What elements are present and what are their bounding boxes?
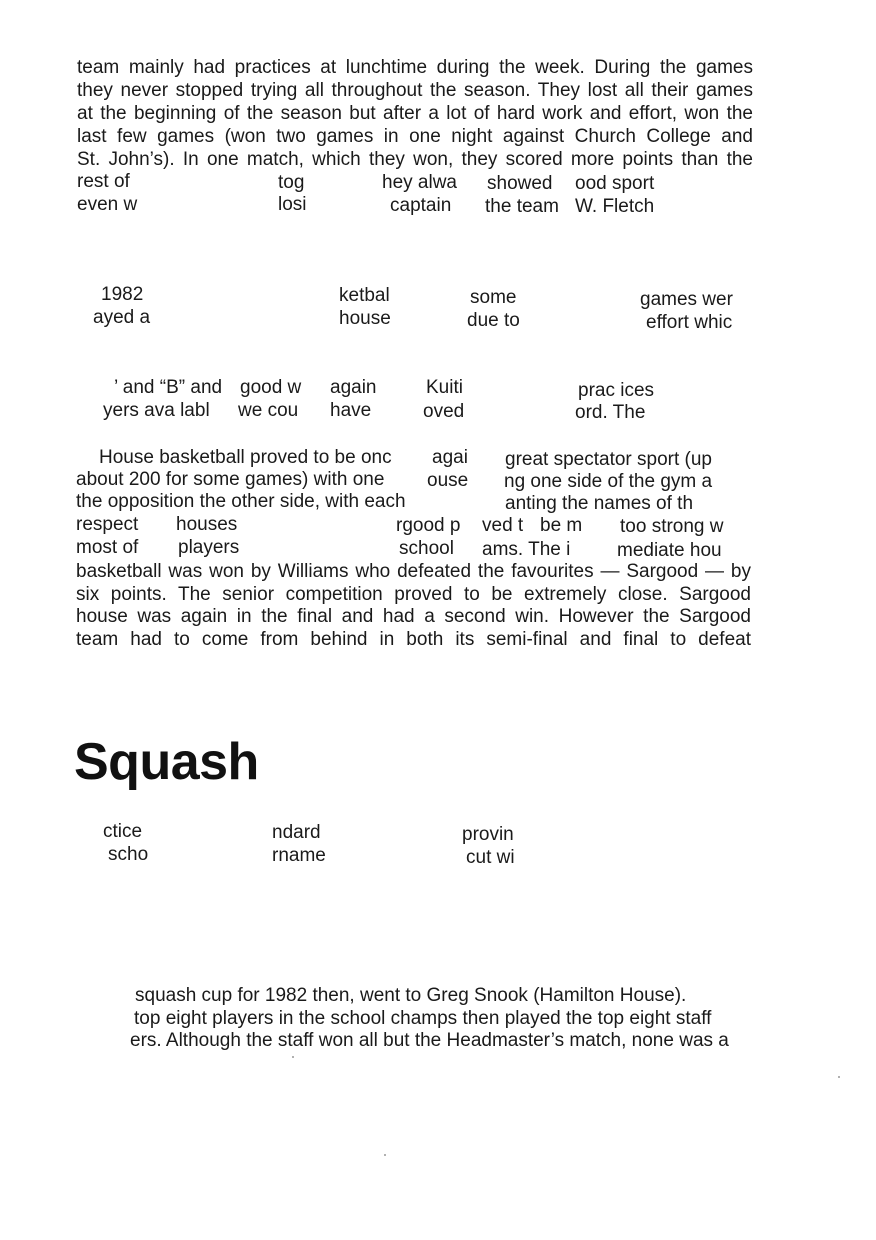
text-line: last few games (won two games in one night against Church College and <box>77 126 753 147</box>
text-fragment: agai <box>432 447 468 468</box>
text-fragment: hey alwa <box>382 172 457 193</box>
text-fragment: tog <box>278 172 305 193</box>
text-fragment: House basketball proved to be onc <box>99 447 392 468</box>
text-fragment: scho <box>108 844 149 865</box>
text-fragment: ved t <box>482 515 524 536</box>
text-fragment: due to <box>467 310 520 331</box>
text-fragment: captain <box>390 195 452 216</box>
section-heading: Squash <box>74 733 259 791</box>
text-fragment: Kuiti <box>426 377 463 398</box>
text-fragment: have <box>330 400 372 421</box>
text-fragment: ouse <box>427 470 469 491</box>
text-fragment: ood sport <box>575 173 655 194</box>
text-fragment: ’ and “B” and <box>114 377 223 398</box>
text-fragment: ams. The i <box>482 539 571 560</box>
text-line: house was again in the final and had a second win. However the Sargood <box>76 606 751 627</box>
text-fragment: great spectator sport (up <box>505 449 712 470</box>
text-fragment: too strong w <box>620 516 724 537</box>
text-fragment: be m <box>540 515 583 536</box>
text-fragment: ndard <box>272 822 321 843</box>
text-fragment: some <box>470 287 517 308</box>
text-fragment: players <box>178 537 240 558</box>
text-fragment: ketbal <box>339 285 390 306</box>
text-fragment: house <box>339 308 391 329</box>
text-line: basketball was won by Williams who defeated the favourites — Sargood — by <box>76 561 751 582</box>
text-line: they never stopped trying all throughout the season. They lost all their games <box>77 80 753 101</box>
text-fragment: ctice <box>103 821 143 842</box>
text-line: top eight players in the school champs then played the top eight staff <box>134 1008 712 1029</box>
text-fragment: we cou <box>238 400 299 421</box>
text-fragment: ayed a <box>93 307 151 328</box>
text-line: team mainly had practices at lunchtime during the week. During the games <box>77 57 753 78</box>
text-fragment: respect <box>76 514 139 535</box>
scan-speck <box>292 1056 294 1058</box>
text-fragment: provin <box>462 824 514 845</box>
text-fragment: yers ava labl <box>103 400 210 421</box>
scan-speck <box>838 1076 840 1078</box>
text-fragment: again <box>330 377 377 398</box>
text-fragment: houses <box>176 514 238 535</box>
text-fragment: effort whic <box>646 312 733 333</box>
text-fragment: good w <box>240 377 302 398</box>
scan-speck <box>384 1154 386 1156</box>
text-line: St. John’s). In one match, which they won, they scored more points than the <box>77 149 753 170</box>
text-fragment: rname <box>272 845 326 866</box>
text-fragment: ord. The <box>575 402 646 423</box>
text-fragment: losi <box>278 194 307 215</box>
text-fragment: rgood p <box>396 515 461 536</box>
text-fragment: school <box>399 538 454 559</box>
text-fragment: games wer <box>640 289 733 310</box>
text-fragment: most of <box>76 537 139 558</box>
text-fragment: cut wi <box>466 847 515 868</box>
text-fragment: showed <box>487 173 553 194</box>
text-fragment: rest of <box>77 171 130 192</box>
text-fragment: oved <box>423 401 465 422</box>
text-fragment: W. Fletch <box>575 196 655 217</box>
text-fragment: about 200 for some games) with one <box>76 469 385 490</box>
text-fragment: 1982 <box>101 284 144 305</box>
text-line: at the beginning of the season but after a lot of hard work and effort, won the <box>77 103 753 124</box>
text-line: team had to come from behind in both its semi-final and final to defeat <box>76 629 751 650</box>
text-line: six points. The senior competition proved to be extremely close. Sargood <box>76 584 751 605</box>
text-line: ers. Although the staff won all but the Headmaster’s match, none was a <box>130 1030 729 1051</box>
text-fragment: prac ices <box>578 380 655 401</box>
text-fragment: the team <box>485 196 559 217</box>
text-fragment: ng one side of the gym a <box>504 471 713 492</box>
text-fragment: anting the names of th <box>505 493 694 514</box>
text-fragment: the opposition the other side, with each <box>76 491 406 512</box>
text-fragment: even w <box>77 194 138 215</box>
text-line: squash cup for 1982 then, went to Greg Snook (Hamilton House). <box>135 985 687 1006</box>
text-fragment: mediate hou <box>617 540 722 561</box>
